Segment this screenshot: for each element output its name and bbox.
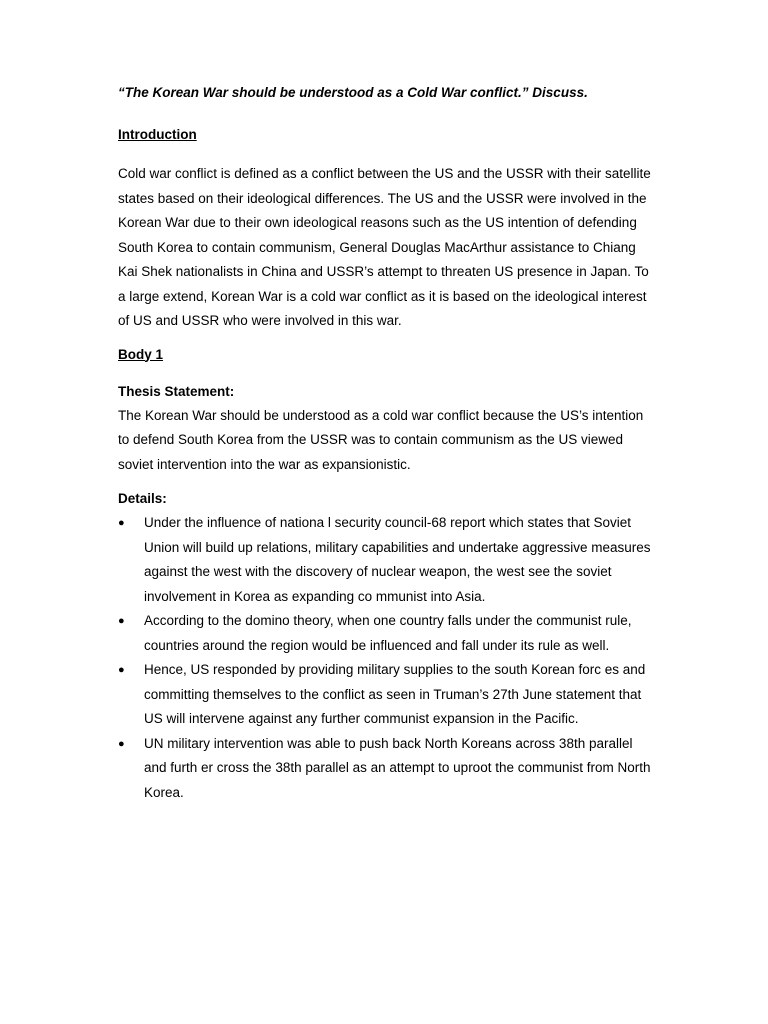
details-label: Details:: [118, 491, 167, 506]
bullet-icon: ●: [118, 737, 125, 750]
list-item: [118, 732, 658, 806]
document-page: [118, 84, 658, 805]
bullet-icon: ●: [118, 664, 125, 676]
thesis-statement-label: Thesis Statement:: [118, 383, 235, 399]
list-item-text: Hence, US responded by providing military supplies to the south Korean forc es and committing themselves to the conflict as seen in Truman’s 27th June statement that US will intervene against any further communist expansion in the Pacific.: [144, 662, 646, 726]
bullet-icon: ●: [118, 615, 125, 627]
thesis-statement-paragraph: The Korean War should be understood as a cold war conflict because the US’s intention to defend South Korea from the USSR was to contain communism as the US viewed soviet intervention into the war as expansionistic.: [118, 407, 644, 472]
essay-title: “The Korean War should be understood as a Cold War conflict.” Discuss.: [118, 85, 588, 100]
list-item-text: UN military intervention was able to push back North Koreans across 38th parallel and furth er cross the 38th parallel as an attempt to uproot the communist from North Korea.: [144, 735, 651, 800]
bullet-icon: ●: [118, 517, 125, 529]
list-item-text: Under the influence of nationa l security council-68 report which states that Soviet Union will build up relations, military capabilities and undertake aggressive measures against the west with the discovery of nuclear weapon, the west see the soviet involvement in Korea as expanding co mmunist into Asia.: [144, 515, 651, 604]
list-item: [118, 609, 658, 658]
list-item: [118, 511, 658, 609]
introduction-heading: Introduction: [118, 127, 197, 142]
body1-heading: Body 1: [118, 346, 164, 362]
list-item: [118, 658, 658, 732]
details-list: [118, 511, 658, 805]
introduction-paragraph: Cold war conflict is defined as a conflict between the US and the USSR with their satellite states based on their ideological differences. The US and the USSR were involved in the Korean War due to their own ideological reasons such as the US intention of defending South Korea to contain communism, General Douglas MacArthur assistance to Chiang Kai Shek nationalists in China and USSR’s attempt to threaten US presence in Japan. To a large extend, Korean War is a cold war conflict as it is based on the ideological interest of US and USSR who were involved in this war.: [118, 166, 651, 328]
list-item-text: According to the domino theory, when one country falls under the communist rule, countries around the region would be influenced and fall under its rule as well.: [144, 613, 632, 653]
